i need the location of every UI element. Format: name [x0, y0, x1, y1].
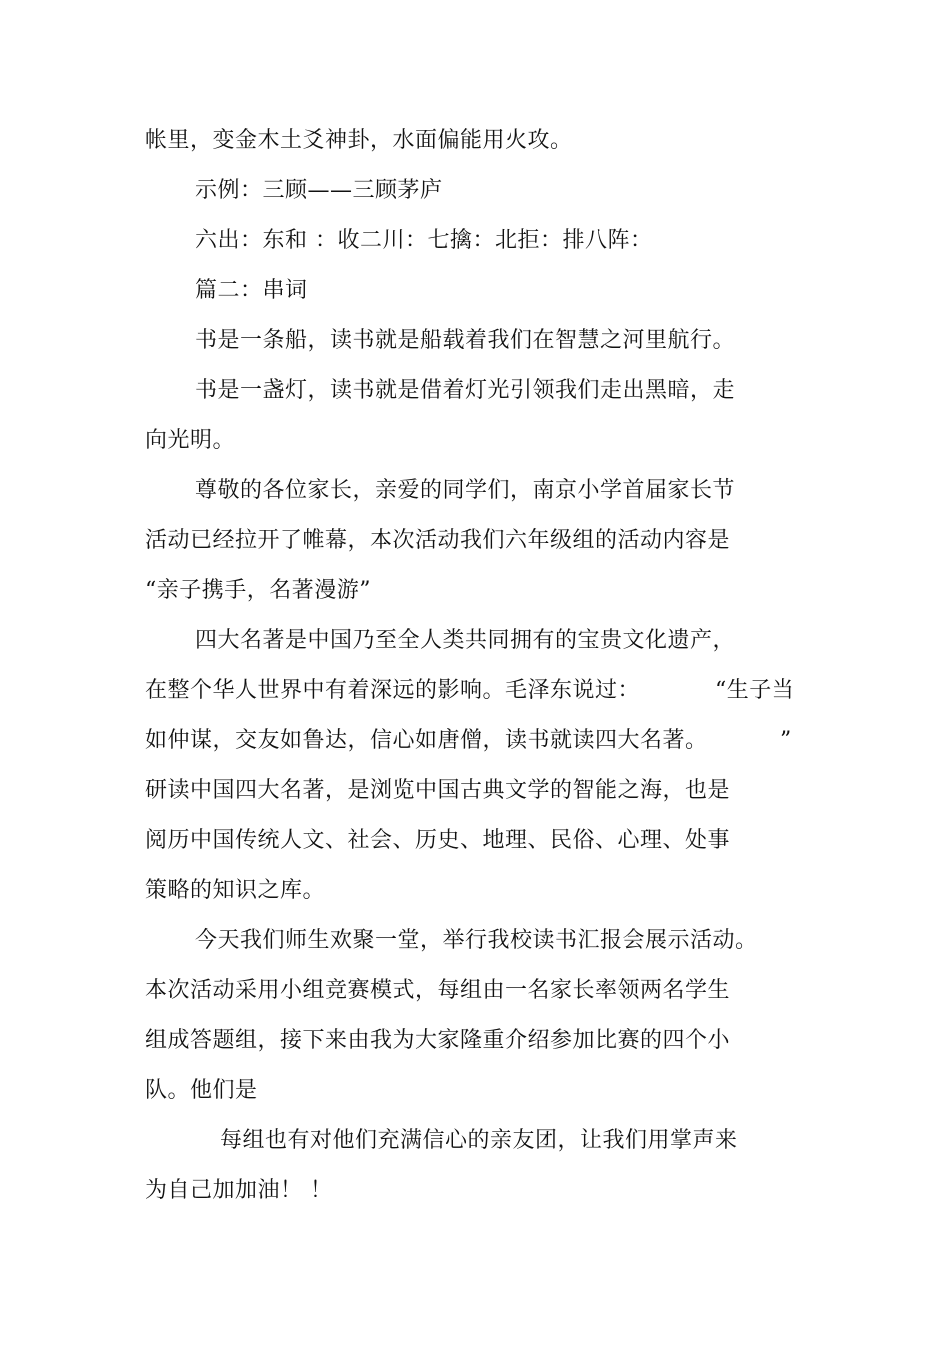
text-line: 活动已经拉开了帷幕，本次活动我们六年级组的活动内容是 — [145, 528, 731, 553]
text-line: 示例：三顾——三顾茅庐 — [195, 178, 443, 203]
text-line: 书是一盏灯，读书就是借着灯光引领我们走出黑暗，走 — [195, 378, 736, 403]
text-line: 在整个华人世界中有着深远的影响。毛泽东说过： — [145, 678, 641, 703]
text-line: 策略的知识之库。 — [145, 878, 326, 903]
quote-fragment: ” — [780, 728, 792, 753]
text-line: 四大名著是中国乃至全人类共同拥有的宝贵文化遗产， — [195, 628, 736, 653]
text-line: 组成答题组，接下来由我为大家隆重介绍参加比赛的四个小 — [145, 1028, 731, 1053]
section-heading: 篇二：串词 — [195, 278, 308, 303]
text-line: 向光明。 — [145, 428, 236, 453]
text-line: 书是一条船，读书就是船载着我们在智慧之河里航行。 — [195, 328, 736, 353]
text-line: 尊敬的各位家长，亲爱的同学们，南京小学首届家长节 — [195, 478, 736, 503]
text-line: 队。他们是 — [145, 1078, 258, 1103]
text-line: 为自己加加油！ ！ — [145, 1178, 333, 1203]
text-line: 阅历中国传统人文、社会、历史、地理、民俗、心理、处事 — [145, 828, 731, 853]
text-line: 今天我们师生欢聚一堂，举行我校读书汇报会展示活动。 — [195, 928, 758, 953]
text-line: 每组也有对他们充满信心的亲友团，让我们用掌声来 — [220, 1128, 738, 1153]
text-line: 研读中国四大名著，是浏览中国古典文学的智能之海，也是 — [145, 778, 731, 803]
text-line: 如仲谋，交友如鲁达，信心如唐僧，读书就读四大名著。 — [145, 728, 708, 753]
text-line: 帐里，变金木土爻神卦，水面偏能用火攻。 — [145, 128, 573, 153]
text-line: 六出：东和 ：收二川：七擒：北拒：排八阵： — [195, 228, 653, 253]
quote-fragment: “生子当 — [715, 678, 795, 703]
text-line: 本次活动采用小组竞赛模式，每组由一名家长率领两名学生 — [145, 978, 731, 1003]
text-line: “亲子携手，名著漫游” — [145, 578, 371, 603]
